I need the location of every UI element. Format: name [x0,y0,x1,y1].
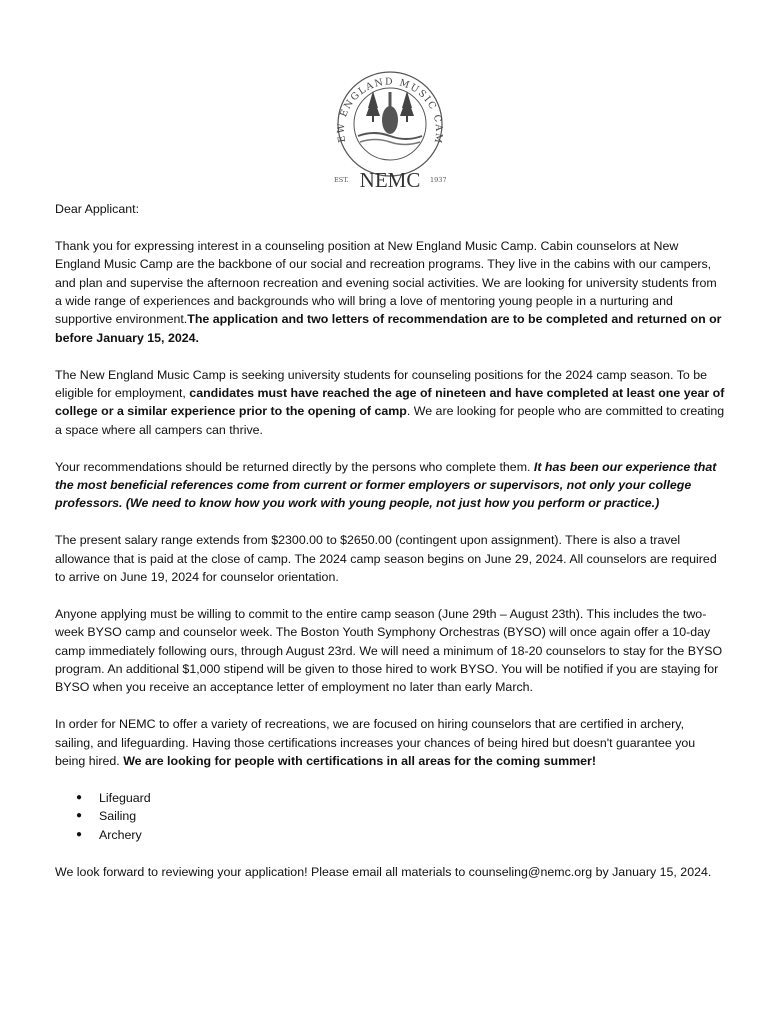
list-item: ● Archery [99,826,725,844]
paragraph-closing: We look forward to reviewing your application! Please email all materials to counseling@nemc.org by January 15, 2024. [55,864,712,879]
svg-text:NEW ENGLAND MUSIC CAMP: EW ENGLAND MUSIC CAM [335,76,445,146]
intro-text: Thank you for expressing interest in a counseling position at New England Music Camp. Cabin counselors at New England Music Camp are the backbone of our social and recreation programs. They live in the cabins with our campers, and plan and supervise the afternoon recreation and evening social activities. We are looking for university students from a wide range of experiences and backgrounds who will bring a love of mentoring young people in a nurturing and supportive environment. [55,238,717,327]
certifications-emphasis: We are looking for people with certifications in all areas for the coming summer! [123,754,596,769]
paragraph-intro [55,237,725,347]
paragraph-certifications [55,715,725,770]
certifications-text: In order for NEMC to offer a variety of recreations, we are focused on hiring counselors that are certified in archery, sailing, and lifeguarding. Having those certifications increases your chances of being hired but doesn't guarantee you being hired. [55,717,696,769]
letter-body [55,200,725,899]
recommendations-emphasis: It has been our experience that the most beneficial references come from current or former employers or supervisors, not only your college professors. (We need to know how you work with young people, not just how you perform or practice.) [55,459,717,511]
recommendations-text: Your recommendations should be returned directly by the persons who complete them. [55,459,534,474]
eligibility-requirement: candidates must have reached the age of nineteen and have completed at least one year of college or a similar experience prior to the opening of camp [55,386,725,419]
svg-text:1937: 1937 [430,176,447,184]
paragraph-recommendations [55,458,725,513]
list-item: ● Sailing [99,807,725,825]
list-item: ● Lifeguard [99,789,725,807]
eligibility-text-a: The New England Music Camp is seeking university students for counseling positions for the 2024 camp season. To be eligible for employment, [55,367,708,401]
paragraph-eligibility [55,366,725,440]
certification-list [55,789,725,844]
paragraph-salary: The present salary range extends from $2300.00 to $2650.00 (contingent upon assignment). There is also a travel allowance that is paid at the close of camp. The 2024 camp season begins on June 29, 2024. All counselors are required to arrive on June 19, 2024 for counselor orientation. [55,533,717,585]
deadline-text: The application and two letters of recommendation are to be completed and returned on or before January 15, 2024. [55,312,722,345]
nemc-logo [328,66,452,192]
paragraph-season: Anyone applying must be willing to commit to the entire camp season (June 29th – August 23th). This includes the two-week BYSO camp and counselor week. The Boston Youth Symphony Orchestras (BYSO) will once again offer a 10-day camp immediately following ours, through August 23rd. We will need a minimum of 18-20 counselors to stay for the BYSO program. An additional $1,000 stipend will be given to those hired to work BYSO. You will be notified if you are staying for BYSO when you receive an acceptance letter of employment no later than early March. [55,606,723,695]
svg-text:NEMC: NEMC [359,168,421,192]
nemc-seal-graphic [328,66,452,192]
svg-text:EST.: EST. [334,176,349,184]
eligibility-text-b: . We are looking for people who are committed to creating a space where all campers can thrive. [55,404,725,437]
greeting: Dear Applicant: [55,202,140,216]
